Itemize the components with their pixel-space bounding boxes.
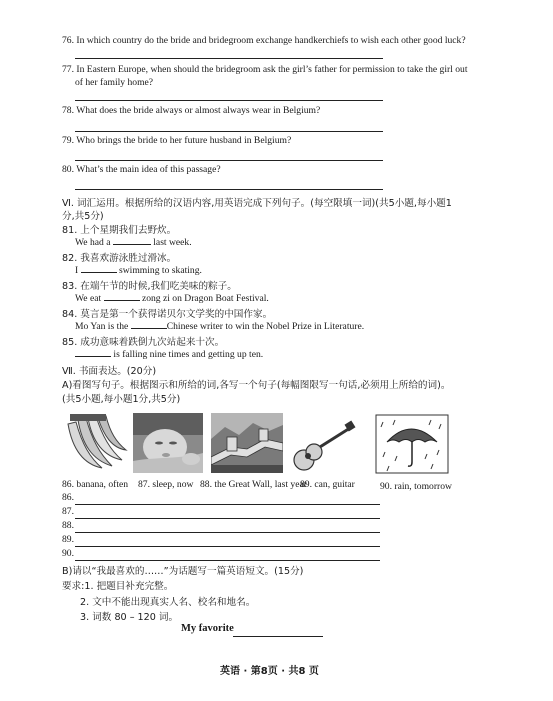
blank-84[interactable]	[131, 320, 167, 329]
question-80: 80. What’s the main idea of this passage?	[62, 164, 221, 175]
part-a-instructions-line2: (共5小题,每小题1分,共5分)	[62, 394, 181, 405]
sleeping-baby-icon	[133, 413, 203, 473]
caption-90: 90. rain, tomorrow	[380, 481, 452, 492]
question-77-line2: of her family home?	[75, 77, 154, 88]
question-76: 76. In which country do the bride and bridegroom exchange handkerchiefs to wish each other good luck?	[62, 35, 466, 46]
bananas-icon	[62, 412, 128, 472]
answer-line-87[interactable]	[75, 518, 380, 519]
item-83-chinese: 83. 在端午节的时候,我们吃美味的粽子。	[62, 281, 237, 292]
item-82-chinese: 82. 我喜欢游泳胜过滑冰。	[62, 253, 177, 264]
caption-86: 86. banana, often	[62, 479, 129, 490]
answer-line-76[interactable]	[75, 58, 383, 59]
answer-line-89[interactable]	[75, 546, 380, 547]
umbrella-rain-icon	[375, 414, 449, 474]
part-b-instructions: B)请以“我最喜欢的……”为话题写一篇英语短文。(15分)	[62, 566, 304, 577]
blank-81[interactable]	[113, 236, 151, 245]
caption-88: 88. the Great Wall, last year	[200, 479, 307, 490]
blank-83[interactable]	[104, 292, 140, 301]
essay-title-blank[interactable]	[233, 636, 323, 637]
item-84-chinese: 84. 莫言是第一个获得诺贝尔文学奖的中国作家。	[62, 309, 273, 320]
answer-number-88: 88.	[62, 520, 74, 531]
caption-89: 89. can, guitar	[300, 479, 355, 490]
great-wall-icon	[211, 413, 283, 473]
answer-line-77[interactable]	[75, 100, 383, 101]
item-81-english: We had a last week.	[75, 237, 192, 248]
question-78: 78. What does the bride always or almost always wear in Belgium?	[62, 105, 321, 116]
answer-line-88[interactable]	[75, 532, 380, 533]
answer-line-79[interactable]	[75, 160, 383, 161]
requirement-2: 2. 文中不能出现真实人名、校名和地名。	[80, 597, 256, 608]
answer-number-90: 90.	[62, 548, 74, 559]
guitar-icon	[290, 420, 356, 472]
answer-line-86[interactable]	[75, 504, 380, 505]
requirement-3: 3. 词数 80 – 120 词。	[80, 612, 179, 623]
essay-title: My favorite	[181, 623, 234, 634]
part-a-instructions-line1: A)看图写句子。根据图示和所给的词,各写一个句子(每幅图限写一句话,必须用上所给的词)。	[62, 380, 451, 391]
answer-line-90[interactable]	[75, 560, 380, 561]
question-77-line1: 77. In Eastern Europe, when should the bridegroom ask the girl’s father for permission to take the girl out	[62, 64, 468, 75]
answer-number-87: 87.	[62, 506, 74, 517]
item-82-english: I swimming to skating.	[75, 265, 202, 276]
caption-87: 87. sleep, now	[138, 479, 194, 490]
answer-line-78[interactable]	[75, 131, 383, 132]
blank-82[interactable]	[81, 264, 117, 273]
question-79: 79. Who brings the bride to her future husband in Belgium?	[62, 135, 292, 146]
answer-line-80[interactable]	[75, 189, 383, 190]
requirement-1: 要求:1. 把题目补充完整。	[62, 581, 174, 592]
item-84-english: Mo Yan is the Chinese writer to win the Nobel Prize in Literature.	[75, 321, 365, 332]
item-81-chinese: 81. 上个星期我们去野炊。	[62, 225, 177, 236]
item-85-english: is falling nine times and getting up ten.	[75, 348, 263, 360]
section-6-heading-line1: Ⅵ. 词汇运用。根据所给的汉语内容,用英语完成下列句子。(每空限填一词)(共5小题,每小题1	[62, 198, 452, 209]
blank-85[interactable]	[75, 348, 111, 357]
section-6-heading-line2: 分,共5分)	[62, 211, 104, 222]
item-85-chinese: 85. 成功意味着跌倒九次站起来十次。	[62, 337, 225, 348]
answer-number-86: 86.	[62, 492, 74, 503]
page-footer: 英语 · 第8页 · 共8 页	[220, 666, 319, 677]
answer-number-89: 89.	[62, 534, 74, 545]
section-7-heading: Ⅶ. 书面表达。(20分)	[62, 366, 157, 377]
item-83-english: We eat zong zi on Dragon Boat Festival.	[75, 293, 269, 304]
